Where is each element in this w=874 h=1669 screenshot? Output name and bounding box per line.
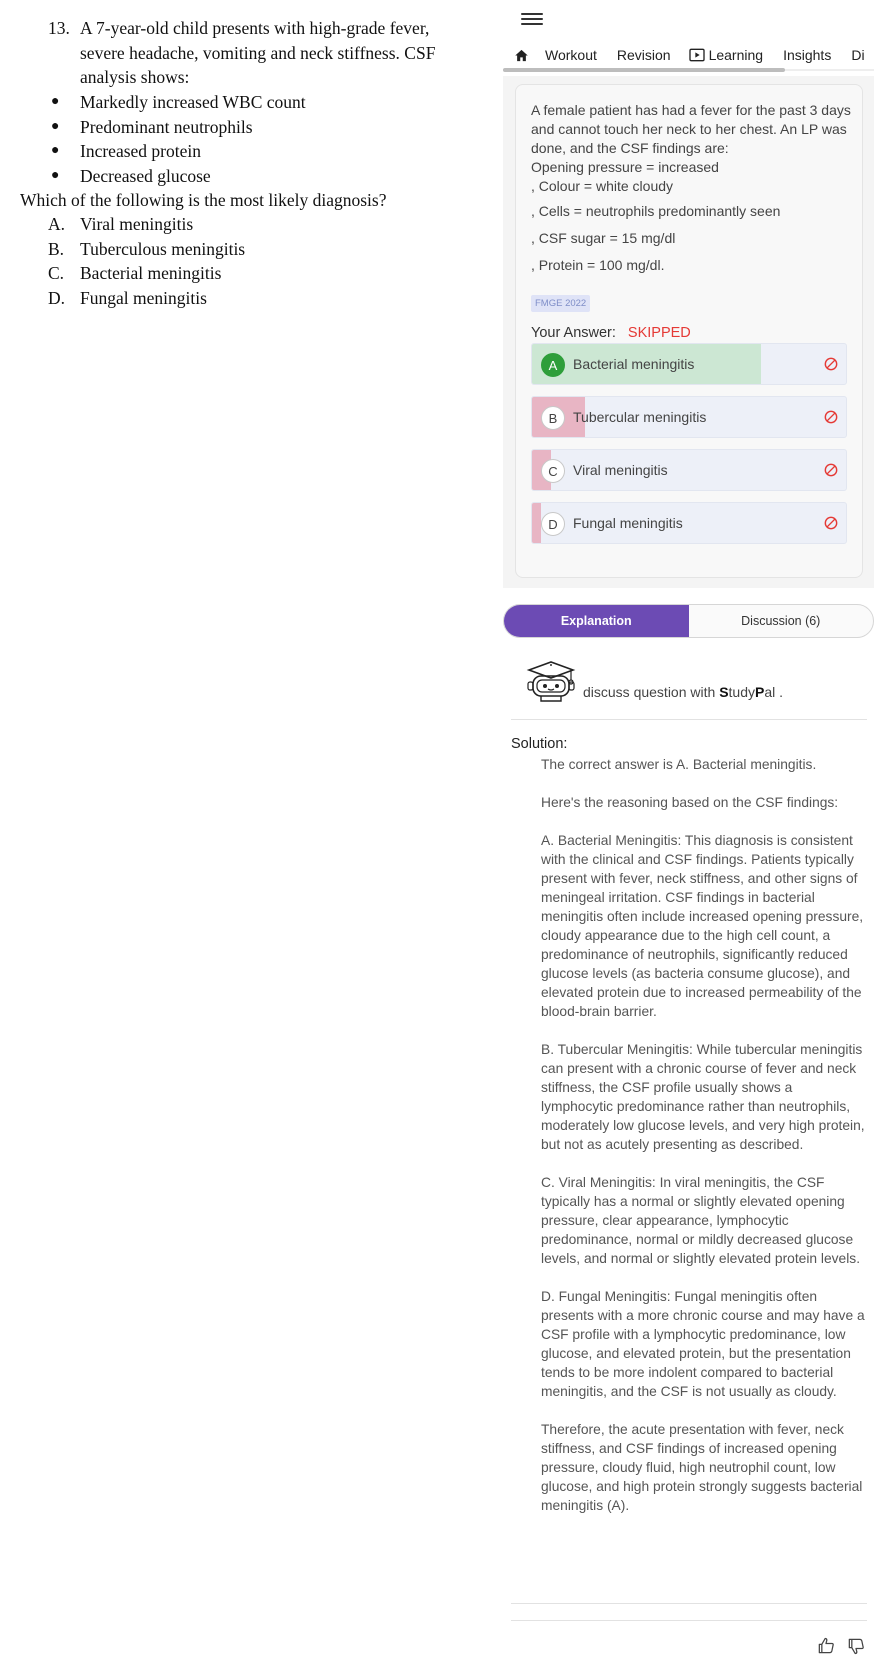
solution-paragraph: The correct answer is A. Bacterial meningitis. xyxy=(541,757,817,772)
answer-status: SKIPPED xyxy=(627,325,691,341)
ban-icon xyxy=(824,410,838,424)
divider xyxy=(511,719,867,720)
feedback-buttons xyxy=(816,1636,866,1656)
question-stem: A female patient has had a fever for the past 3 days and cannot touch her neck to her chest. An LP was done, and the CSF findings are: Opening pressure = increased , Colour = white cloudy , Cells = neutrophils predominantly seen , CSF sugar = 15 mg/dl , Protein = 100 mg/dl. xyxy=(531,102,851,273)
option-percent-bar xyxy=(532,503,541,543)
tab-workout[interactable]: Workout xyxy=(545,47,597,63)
tab-insights[interactable]: Insights xyxy=(783,47,832,63)
divider xyxy=(511,1620,867,1621)
solution-paragraph: C. Viral Meningitis: In viral meningitis, the CSF typically has a normal or slightly elevated opening pressure, clear appearance, lymphocytic predominance, normal or mildly decreased glucose levels, and normal or slightly elevated protein levels. xyxy=(541,1175,861,1266)
question-panel xyxy=(503,76,874,588)
tab-explanation[interactable]: Explanation xyxy=(504,605,689,637)
option-label: Bacterial meningitis xyxy=(573,356,695,372)
thumbs-up-icon[interactable] xyxy=(816,1636,836,1656)
question-stem xyxy=(48,16,468,90)
tab-more[interactable]: Di xyxy=(851,47,865,63)
divider xyxy=(511,1603,867,1604)
list-item: A. Viral meningitis xyxy=(48,214,194,234)
option-letter: C xyxy=(541,459,565,483)
option-letter: D xyxy=(541,512,565,536)
home-icon xyxy=(514,48,529,63)
question-text: A 7-year-old child presents with high-grade fever, severe headache, vomiting and neck stiffness. CSF analysis shows: xyxy=(80,18,436,87)
ban-icon xyxy=(824,463,838,477)
option-d[interactable] xyxy=(531,502,847,544)
option-letter: A xyxy=(541,353,565,377)
exam-tag-badge: FMGE 2022 xyxy=(531,295,590,312)
list-item: C. Bacterial meningitis xyxy=(48,263,222,283)
solution-paragraph: B. Tubercular Meningitis: While tubercular meningitis can present with a chronic course of fever and neck stiffness, the CSF profile usually shows a lymphocytic predominance rather than neutrophils, moderately low glucose levels, and very high protein, but not as acutely presenting as described. xyxy=(541,1042,865,1152)
your-answer-row xyxy=(531,325,691,341)
tab-active-indicator xyxy=(503,68,785,72)
play-box-icon xyxy=(689,48,705,62)
ban-icon xyxy=(824,516,838,530)
studypal-prompt[interactable] xyxy=(523,656,870,720)
list-item: D. Fungal meningitis xyxy=(48,287,207,308)
bullet-icon: ● xyxy=(51,143,60,158)
studypal-text: discuss question with StudyPal . xyxy=(583,684,784,700)
solution-heading: Solution: xyxy=(511,736,568,752)
option-c[interactable] xyxy=(531,449,847,491)
bullet-icon: ● xyxy=(51,167,60,183)
question-prompt: Which of the following is the most likely diagnosis? xyxy=(20,190,387,210)
solution-paragraph: Here's the reasoning based on the CSF findings: xyxy=(541,795,839,810)
list-item: ● Increased protein xyxy=(48,139,468,164)
option-letter: B xyxy=(541,406,565,430)
option-label: Tubercular meningitis xyxy=(573,409,707,425)
solution-paragraph: Therefore, the acute presentation with fever, neck stiffness, and CSF findings of increased opening pressure, cloudy fluid, high neutrophil count, low glucose, and high protein strongly suggests bacterial meningitis (A). xyxy=(541,1422,863,1513)
question-card xyxy=(515,84,863,578)
your-answer-label: Your Answer: xyxy=(531,325,616,341)
tab-discussion[interactable]: Discussion (6) xyxy=(741,614,821,628)
tab-learning[interactable]: Learning xyxy=(689,38,764,72)
bullet-icon: ● xyxy=(51,118,60,134)
ban-icon xyxy=(824,357,838,371)
solution-paragraph: A. Bacterial Meningitis: This diagnosis is consistent with the clinical and CSF findings. Patients typically present with fever, neck stiffness, and other signs of meningeal irritation. CSF findings in bacterial meningitis often include increased opening pressure, cloudy appearance due to the high cell count, a predominance of neutrophils, significantly reduced glucose levels (as bacteria consume glucose), and elevated protein due to increased permeability of the blood-brain barrier. xyxy=(541,833,864,1019)
list-item: ● Markedly increased WBC count xyxy=(48,90,468,115)
hamburger-menu-icon[interactable] xyxy=(521,10,543,28)
list-item: B. Tuberculous meningitis xyxy=(48,238,246,259)
option-label: Fungal meningitis xyxy=(573,515,683,531)
findings-list xyxy=(48,90,468,188)
bullet-icon: ● xyxy=(51,94,60,109)
option-a[interactable] xyxy=(531,343,847,385)
thumbs-down-icon[interactable] xyxy=(846,1636,866,1656)
answer-options xyxy=(48,212,448,310)
top-tabs xyxy=(503,38,874,72)
list-item: ● Decreased glucose xyxy=(48,164,468,189)
option-b[interactable] xyxy=(531,396,847,438)
tab-revision[interactable]: Revision xyxy=(616,47,671,63)
studypal-bot-icon xyxy=(523,658,579,704)
explanation-discussion-toggle xyxy=(503,604,874,638)
tab-home[interactable] xyxy=(503,38,535,72)
qbank-app xyxy=(503,0,874,1669)
option-label: Viral meningitis xyxy=(573,462,668,478)
solution-paragraph: D. Fungal Meningitis: Fungal meningitis often presents with a more chronic course and may have a CSF profile with a lymphocytic predominance, low glucose, and elevated protein, but the presentation tends to be more indolent compared to bacterial meningitis, and the CSF is not usually as cloudy. xyxy=(541,1289,865,1399)
solution-body xyxy=(541,755,867,1534)
list-item: ● Predominant neutrophils xyxy=(48,115,468,140)
question-number: 13. xyxy=(48,18,70,38)
